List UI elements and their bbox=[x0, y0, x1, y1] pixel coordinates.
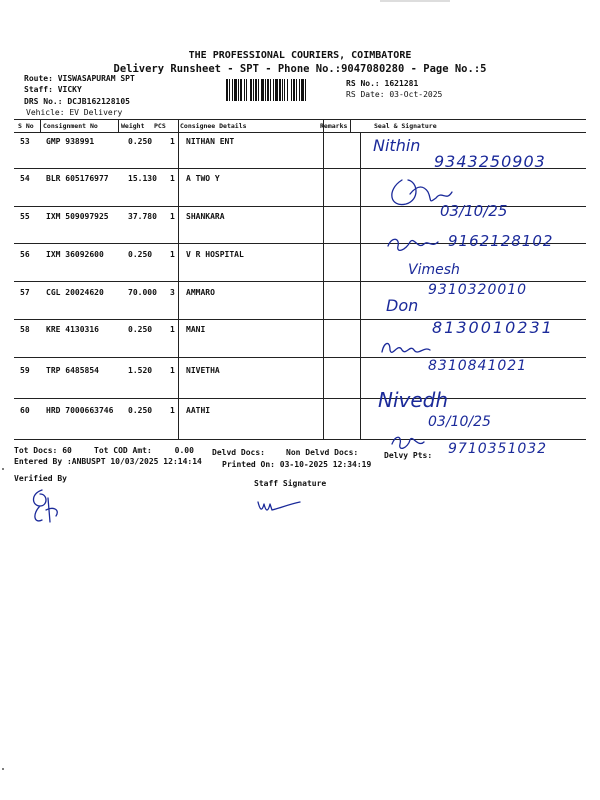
row-consignee: NIVETHA bbox=[186, 366, 220, 375]
row-consignee: NITHAN ENT bbox=[186, 137, 235, 146]
tot-docs bbox=[14, 446, 72, 455]
row-weight: 0.250 bbox=[128, 250, 153, 259]
handwritten-signature bbox=[378, 334, 438, 360]
row-divider bbox=[14, 398, 586, 399]
row-consignee: AATHI bbox=[186, 406, 211, 415]
staff-line bbox=[24, 85, 82, 94]
table-header-border bbox=[14, 132, 586, 133]
scan-dot bbox=[2, 768, 4, 770]
row-pcs: 1 bbox=[170, 366, 175, 375]
row-consignment: CGL 20024620 bbox=[46, 288, 104, 297]
tot-cod-value: 0.00 bbox=[174, 446, 194, 455]
handwritten-sign-name: Nivedh bbox=[378, 388, 449, 412]
row-sno: 60 bbox=[20, 406, 30, 415]
row-consignee: A TWO Y bbox=[186, 174, 220, 183]
runsheet-title: Delivery Runsheet - SPT - Phone No.:9047080280 - Page No.:5 bbox=[113, 63, 487, 75]
route-line bbox=[24, 74, 135, 83]
table-bottom-border bbox=[14, 439, 586, 440]
drs-label: DRS No.: bbox=[24, 97, 63, 106]
handwritten-sign-phone: 9343250903 bbox=[434, 152, 546, 171]
col-divider bbox=[350, 119, 351, 132]
rs-no-label: RS No.: bbox=[346, 79, 380, 88]
staff-value: VICKY bbox=[57, 85, 82, 94]
row-consignment: IXM 509097925 bbox=[46, 212, 109, 221]
handwritten-sign-name: Don bbox=[386, 296, 419, 315]
row-sno: 54 bbox=[20, 174, 30, 183]
printed-on: Printed On: 03-10-2025 12:34:19 bbox=[222, 460, 372, 469]
rs-date-value: 03-Oct-2025 bbox=[389, 90, 443, 99]
tot-docs-label: Tot Docs: bbox=[14, 446, 58, 455]
tot-cod bbox=[94, 446, 194, 455]
route-value: VISWASAPURAM SPT bbox=[57, 74, 135, 83]
row-consignee: AMMARO bbox=[186, 288, 215, 297]
rs-no-value: 1621281 bbox=[384, 79, 419, 88]
col-header-consignee: Consignee Details bbox=[180, 122, 247, 130]
handwritten-sign-name: Vimesh bbox=[408, 262, 460, 278]
row-consignment: KRE 4130316 bbox=[46, 325, 99, 334]
row-pcs: 1 bbox=[170, 212, 175, 221]
handwritten-sign-phone: 8310841021 bbox=[428, 358, 528, 374]
row-sno: 57 bbox=[20, 288, 30, 297]
row-weight: 1.520 bbox=[128, 366, 153, 375]
vehicle-label: Vehicle: bbox=[26, 108, 65, 117]
row-consignee: MANI bbox=[186, 325, 206, 334]
row-consignment: IXM 36092600 bbox=[46, 250, 104, 259]
col-divider bbox=[360, 132, 361, 439]
row-consignee: SHANKARA bbox=[186, 212, 225, 221]
col-divider bbox=[178, 119, 179, 439]
staff-signature bbox=[254, 494, 304, 518]
row-sno: 58 bbox=[20, 325, 30, 334]
col-divider bbox=[40, 119, 41, 132]
col-header-seal: Seal & Signature bbox=[374, 122, 437, 130]
handwritten-sign-phone: 9310320010 bbox=[428, 282, 528, 298]
drs-value: DCJB162128105 bbox=[67, 97, 130, 106]
barcode bbox=[226, 79, 342, 101]
row-pcs: 1 bbox=[170, 137, 175, 146]
rs-date-line bbox=[346, 90, 442, 99]
scan-dot bbox=[2, 468, 4, 470]
row-weight: 0.250 bbox=[128, 137, 153, 146]
tot-cod-label: Tot COD Amt: bbox=[94, 446, 152, 455]
row-weight: 0.250 bbox=[128, 406, 153, 415]
row-pcs: 3 bbox=[170, 288, 175, 297]
handwritten-sign-phone: 8130010231 bbox=[432, 318, 554, 337]
handwritten-sign-name: Nithin bbox=[373, 136, 421, 155]
table-top-border bbox=[14, 119, 586, 120]
col-divider bbox=[118, 119, 119, 132]
route-label: Route: bbox=[24, 74, 53, 83]
row-weight: 0.250 bbox=[128, 325, 153, 334]
row-consignment: HRD 7000663746 bbox=[46, 406, 114, 415]
row-weight: 37.780 bbox=[128, 212, 157, 221]
non-delvd-docs-label: Non Delvd Docs: bbox=[286, 448, 359, 457]
delvd-docs-label: Delvd Docs: bbox=[212, 448, 265, 457]
row-consignment: GMP 938991 bbox=[46, 137, 95, 146]
verified-by-label: Verified By bbox=[14, 474, 67, 483]
handwritten-sign-phone: 9162128102 bbox=[448, 232, 554, 250]
rs-no-line bbox=[346, 79, 418, 88]
col-header-remarks: Remarks bbox=[320, 122, 348, 130]
row-consignee: V R HOSPITAL bbox=[186, 250, 244, 259]
staff-label: Staff: bbox=[24, 85, 53, 94]
row-pcs: 1 bbox=[170, 174, 175, 183]
rs-date-label: RS Date: bbox=[346, 90, 385, 99]
handwritten-sign-phone: 9710351032 bbox=[448, 441, 548, 457]
row-pcs: 1 bbox=[170, 325, 175, 334]
entered-by: Entered By :ANBUSPT 10/03/2025 12:14:14 bbox=[14, 457, 202, 466]
col-header-consignment: Consignment No bbox=[43, 122, 98, 130]
row-weight: 70.000 bbox=[128, 288, 157, 297]
delvy-pts-label: Delvy Pts: bbox=[384, 451, 433, 460]
vehicle-value: EV Delivery bbox=[69, 108, 123, 117]
tot-docs-value: 60 bbox=[62, 446, 72, 455]
row-consignment: BLR 605176977 bbox=[46, 174, 109, 183]
row-pcs: 1 bbox=[170, 250, 175, 259]
staff-signature-label: Staff Signature bbox=[254, 479, 327, 488]
row-consignment: TRP 6485854 bbox=[46, 366, 99, 375]
row-pcs: 1 bbox=[170, 406, 175, 415]
row-sno: 55 bbox=[20, 212, 30, 221]
handwritten-sign-phone: 03/10/25 bbox=[428, 414, 491, 430]
scan-artifact bbox=[380, 0, 450, 2]
row-sno: 56 bbox=[20, 250, 30, 259]
col-divider bbox=[323, 119, 324, 439]
row-sno: 53 bbox=[20, 137, 30, 146]
company-name: THE PROFESSIONAL COURIERS, COIMBATORE bbox=[188, 50, 412, 61]
row-sno: 59 bbox=[20, 366, 30, 375]
vehicle-line bbox=[26, 108, 122, 117]
row-weight: 15.130 bbox=[128, 174, 157, 183]
handwritten-sign-phone: 03/10/25 bbox=[440, 202, 508, 220]
handwritten-signature bbox=[384, 232, 444, 256]
col-header-weight: Weight bbox=[121, 122, 145, 130]
drs-line bbox=[24, 97, 130, 106]
verifier-signature bbox=[26, 484, 66, 528]
col-header-pcs: PCS bbox=[154, 122, 166, 130]
col-header-sno: S No bbox=[18, 122, 34, 130]
